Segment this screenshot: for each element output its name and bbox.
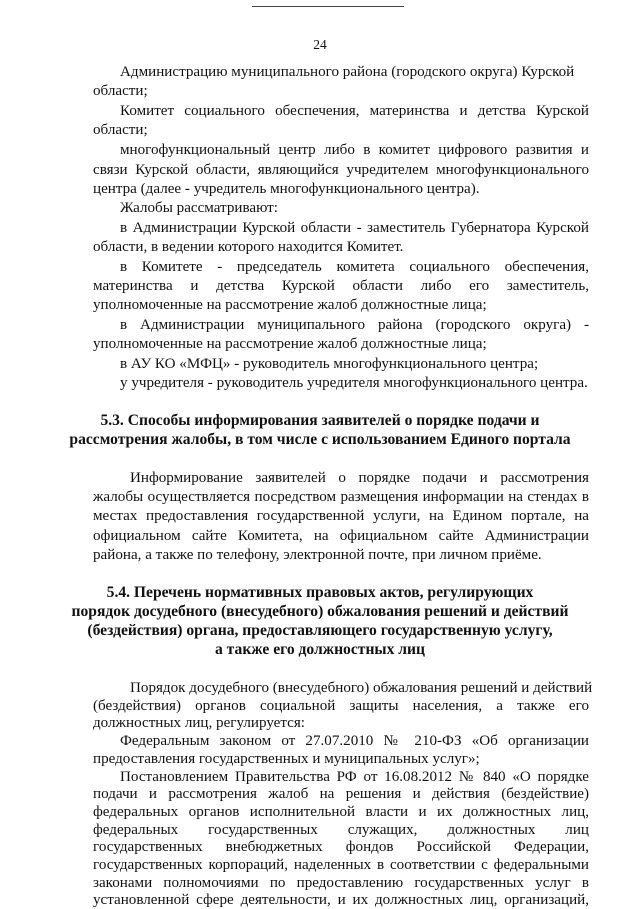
section-5-3-body-line-1: Информирование заявителей о порядке подачи и рассмотрения xyxy=(130,470,589,486)
intro-line-10: области, в ведении которого находится Комитет. xyxy=(93,239,404,255)
section-5-3-body-line-3: местах предоставления государственной услуги, на Едином портале, на xyxy=(93,508,589,524)
section-5-3-body-line-4: официальном сайте Комитета, на официальном сайте Администрации xyxy=(93,528,589,544)
page-number: 24 xyxy=(313,37,327,52)
section-5-4-body-line-5: предоставления государственных и муниципальных услуг»; xyxy=(93,750,480,767)
section-5-4-heading-line-2: порядок досудебного (внесудебного) обжалования решений и действий xyxy=(71,603,569,620)
intro-line-6: связи Курской области, являющийся учредителем многофункционального xyxy=(93,162,589,178)
intro-line-4: области; xyxy=(93,122,148,138)
section-5-3-body-line-2: жалобы осуществляется посредством размещения информации на стендах в xyxy=(93,489,589,505)
section-5-4-body-line-11: государственных корпораций, наделенных в соответствии с федеральными xyxy=(93,857,589,873)
intro-line-1: Администрацию муниципального района (городского округа) Курской xyxy=(120,64,575,80)
intro-line-5: многофункциональный центр либо в комитет цифрового развития и xyxy=(120,142,589,158)
section-5-4-heading-line-4: а также его должностных лиц xyxy=(214,641,426,658)
section-5-4-body-line-2: (бездействия) органов социальной защиты населения, а также его xyxy=(93,697,589,714)
section-5-4-body-line-1: Порядок досудебного (внесудебного) обжалования решений и действий xyxy=(130,680,593,696)
section-5-4-body-line-13: установленной сфере деятельности, и их должностных лиц, организаций, xyxy=(93,892,589,909)
intro-line-14: в Администрации муниципального района (городского округа) - xyxy=(120,317,589,333)
section-5-4-heading-line-1: 5.4. Перечень нормативных правовых актов, регулирующих xyxy=(106,584,534,601)
section-5-4-body-line-12: законами полномочиями по предоставлению государственных услуг в xyxy=(93,874,589,891)
section-5-3-body-line-5: района, а также по телефону, электронной почте, при личном приёме. xyxy=(93,547,542,563)
intro-line-13: уполномоченные на рассмотрение жалоб должностные лица; xyxy=(93,297,487,313)
section-5-4-body-line-10: государственных внебюджетных фондов Российской Федерации, xyxy=(93,839,589,856)
intro-line-9: в Администрации Курской области - заместитель Губернатора Курской xyxy=(120,220,589,236)
intro-line-7: центра (далее - учредитель многофункционального центра). xyxy=(93,181,480,197)
section-5-3-heading-line-2: рассмотрения жалобы, в том числе с использованием Единого портала xyxy=(69,431,571,448)
section-5-4-body-line-4: Федеральным законом от 27.07.2010 № 210-ФЗ «Об организации xyxy=(120,733,589,750)
intro-line-15: уполномоченные на рассмотрение жалоб должностные лица; xyxy=(93,336,487,352)
section-5-4-body-line-7: подачи и рассмотрения жалоб на решения и действия (бездействие) xyxy=(93,786,589,803)
section-5-4-body-line-9: федеральных государственных служащих, должностных лиц xyxy=(93,821,589,838)
intro-line-12: материнства и детства Курской области либо его заместитель, xyxy=(93,278,589,294)
intro-line-17: у учредителя - руководитель учредителя многофункционального центра. xyxy=(120,375,588,391)
section-5-4-body-line-6: Постановлением Правительства РФ от 16.08.2012 № 840 «О порядке xyxy=(120,768,589,785)
intro-line-11: в Комитете - председатель комитета социального обеспечения, xyxy=(120,259,589,275)
intro-line-16: в АУ КО «МФЦ» - руководитель многофункционального центра; xyxy=(120,356,539,372)
section-5-4-body-line-8: федеральных органов исполнительной власти и их должностных лиц, xyxy=(93,803,589,820)
intro-line-2: области; xyxy=(93,83,148,99)
section-5-4-heading-line-3: (бездействия) органа, предоставляющего государственную услугу, xyxy=(87,622,553,639)
top-rule xyxy=(252,6,404,7)
intro-line-3: Комитет социального обеспечения, материнства и детства Курской xyxy=(120,103,589,119)
intro-line-8: Жалобы рассматривают: xyxy=(120,200,278,216)
section-5-4-body-line-3: должностных лиц, регулируется: xyxy=(93,715,305,732)
section-5-3-heading-line-1: 5.3. Способы информирования заявителей о порядке подачи и xyxy=(100,412,540,429)
